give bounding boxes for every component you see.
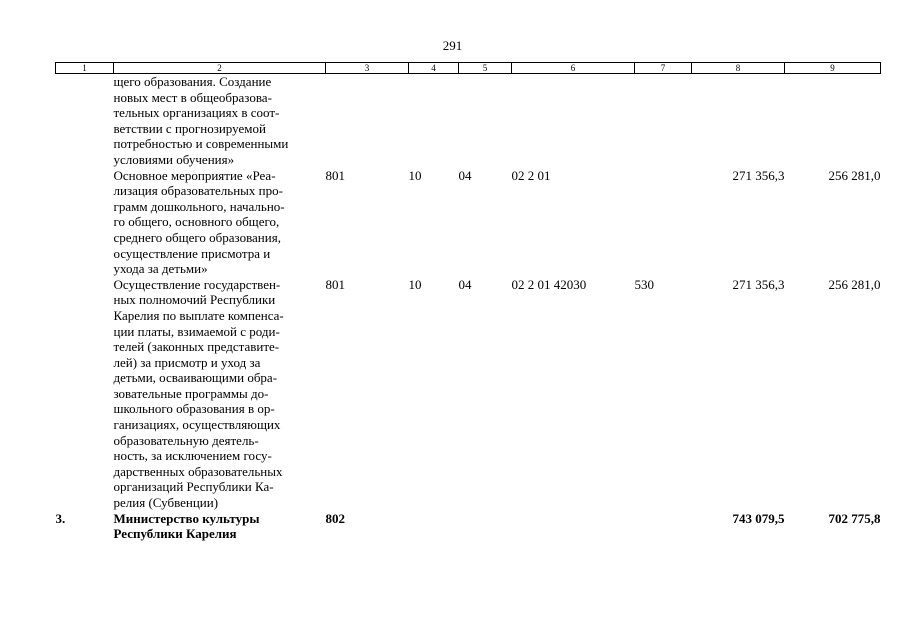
row-name: щего образования. Создание новых мест в общеобразова- тельных организациях в соот- ветствии с прогнозируемой потребностью и современными условиями обучения»	[113, 74, 289, 167]
cell-col5	[459, 511, 512, 542]
row-number	[56, 74, 114, 168]
cell-col5	[459, 74, 512, 168]
cell-col5: 04	[458, 276, 472, 292]
table-row	[56, 168, 881, 277]
cell-col4	[409, 511, 459, 542]
cell-col4: 10	[408, 276, 422, 292]
row-number: 3.	[55, 510, 66, 526]
column-header-6: 6	[512, 63, 635, 74]
cell-col7	[635, 168, 692, 277]
column-header-7: 7	[635, 63, 692, 74]
cell-col7: 530	[634, 276, 654, 292]
table-row-ministry	[56, 511, 881, 542]
cell-col3: 802	[325, 510, 345, 526]
budget-table	[55, 62, 881, 542]
table-row	[56, 74, 881, 168]
row-name: Основное мероприятие «Реа- лизация образовательных про- грамм дошкольного, начально- го общего, основного общего, среднего общего образования, осуществление присмотра и ухода за детьми»	[113, 167, 285, 277]
cell-col5: 04	[458, 167, 472, 183]
column-number-header-row	[56, 63, 881, 74]
row-name: Осуществление государствен- ных полномочий Республики Карелия по выплате компенса- ции платы, взимаемой с роди- телей (законных представите- лей) за присмотр и уход за детьми, осваивающими обра- зовательные программы до- школьного образования в ор- ганизациях, осуществляющих образовательную деятель- ность, за исключением госу- дарственных образовательных организаций Республики Ка- релия (Субвенции)	[113, 276, 284, 511]
row-name: Министерство культуры Республики Карелия	[113, 510, 260, 542]
cell-col3: 801	[325, 276, 345, 292]
row-number	[56, 277, 114, 511]
cell-col3: 801	[325, 167, 345, 183]
cell-col3	[326, 74, 409, 168]
cell-col7	[635, 74, 692, 168]
cell-col8: 271 356,3	[732, 276, 785, 292]
cell-col9: 256 281,0	[828, 167, 881, 183]
cell-col4: 10	[408, 167, 422, 183]
column-header-4: 4	[409, 63, 459, 74]
column-header-3: 3	[326, 63, 409, 74]
column-header-1: 1	[56, 63, 114, 74]
cell-col8: 743 079,5	[732, 510, 785, 526]
column-header-2: 2	[114, 63, 326, 74]
cell-col6: 02 2 01	[511, 167, 551, 183]
cell-col8	[692, 74, 785, 168]
page-number: 291	[442, 38, 463, 53]
cell-col8: 271 356,3	[732, 167, 785, 183]
cell-col9: 256 281,0	[828, 276, 881, 292]
cell-col4	[409, 74, 459, 168]
table-row	[56, 277, 881, 511]
cell-col6: 02 2 01 42030	[511, 276, 587, 292]
column-header-9: 9	[785, 63, 881, 74]
cell-col9: 702 775,8	[828, 510, 881, 526]
cell-col6	[512, 511, 635, 542]
cell-col7	[635, 511, 692, 542]
row-number	[56, 168, 114, 277]
column-header-5: 5	[459, 63, 512, 74]
cell-col9	[785, 74, 881, 168]
column-header-8: 8	[692, 63, 785, 74]
cell-col6	[512, 74, 635, 168]
